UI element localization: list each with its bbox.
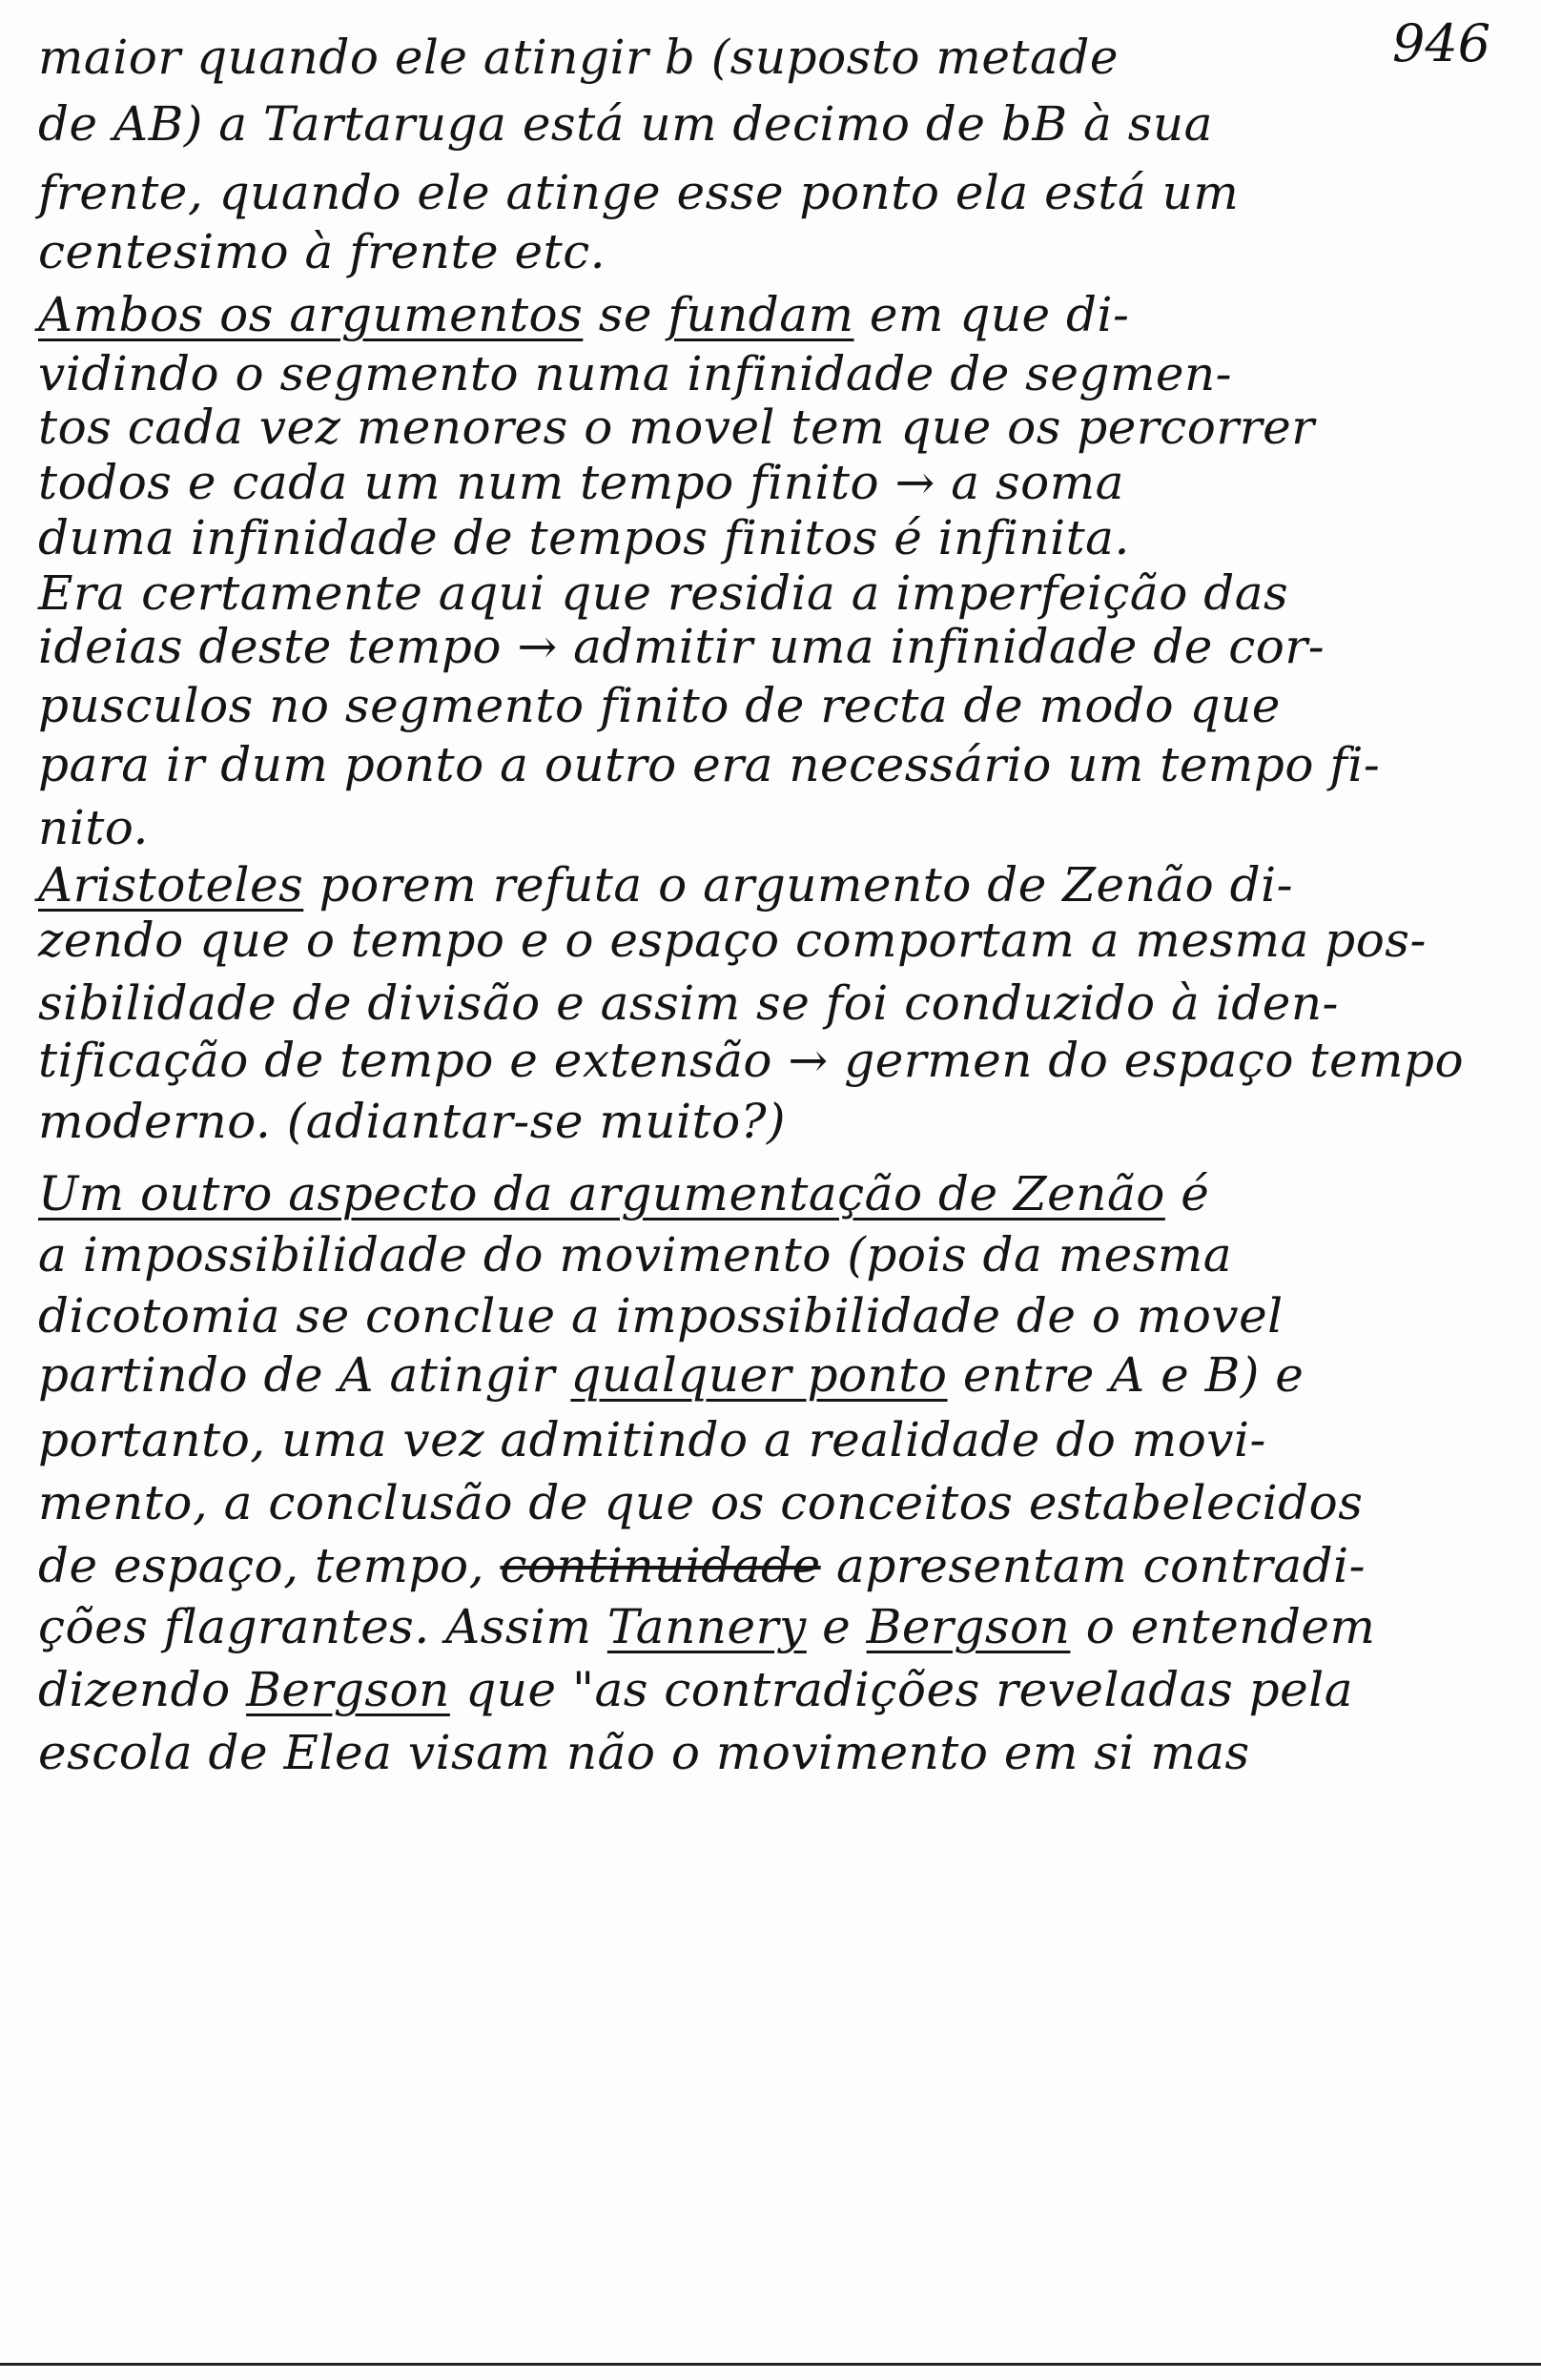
line-text: todos e cada um num tempo finito → a soma	[38, 455, 1124, 510]
line-text: porem refuta o argumento de Zenão di-	[303, 857, 1294, 913]
underlined-text: Ambos os argumentos	[38, 287, 584, 342]
manuscript-line	[38, 1287, 1526, 1344]
line-text: mento, a conclusão de que os conceitos estabelecidos	[38, 1475, 1364, 1530]
struck-text: continuidade	[500, 1538, 821, 1593]
manuscript-line	[38, 856, 1526, 913]
manuscript-line	[38, 618, 1526, 675]
line-text: ções flagrantes. Assim	[38, 1599, 607, 1654]
underlined-text: Bergson	[246, 1662, 450, 1717]
line-text: portanto, uma vez admitindo a realidade do movi-	[38, 1412, 1266, 1467]
line-text: se	[583, 287, 668, 342]
manuscript-line	[38, 799, 1526, 856]
line-text: de espaço, tempo,	[38, 1538, 501, 1593]
manuscript-line	[38, 29, 1526, 86]
line-text: para ir dum ponto a outro era necessário um tempo fi-	[38, 737, 1381, 792]
line-text: o entendem	[1070, 1599, 1376, 1654]
line-text: zendo que o tempo e o espaço comportam a mesma pos-	[38, 913, 1427, 968]
line-text: escola de Elea visam não o movimento em si mas	[38, 1725, 1250, 1780]
page-number: 946	[1392, 13, 1491, 73]
line-text: nito.	[38, 800, 149, 855]
manuscript-line	[38, 454, 1526, 511]
underlined-text: Bergson	[866, 1599, 1071, 1654]
manuscript-line	[38, 1474, 1526, 1531]
line-text: centesimo à frente etc.	[38, 224, 606, 279]
line-text: maior quando ele atingir b (suposto metade	[38, 30, 1119, 85]
line-text: e	[806, 1599, 867, 1654]
manuscript-line	[38, 677, 1526, 734]
underlined-text: Aristoteles	[38, 857, 304, 913]
manuscript-line	[38, 1411, 1526, 1468]
manuscript-line	[38, 1598, 1526, 1655]
line-text: entre A e B) e	[947, 1347, 1305, 1403]
manuscript-line	[38, 345, 1526, 402]
underlined-text: Um outro aspecto da argumentação de Zenão	[38, 1166, 1165, 1221]
manuscript-line	[38, 1724, 1526, 1781]
line-text: a impossibilidade do movimento (pois da mesma	[38, 1227, 1233, 1282]
line-text: é	[1164, 1166, 1210, 1221]
underlined-text: qualquer ponto	[570, 1347, 948, 1403]
manuscript-line	[38, 399, 1526, 456]
manuscript-line	[38, 1226, 1526, 1283]
line-text: tos cada vez menores o movel tem que os percorrer	[38, 400, 1315, 455]
manuscript-line	[38, 286, 1526, 343]
line-text: tificação de tempo e extensão → germen do espaço tempo	[38, 1033, 1465, 1088]
line-text: dizendo	[38, 1662, 247, 1717]
line-text: vidindo o segmento numa infinidade de segmen-	[38, 346, 1233, 401]
line-text: que "as contradições reveladas pela	[449, 1662, 1354, 1717]
manuscript-line	[38, 1661, 1526, 1718]
manuscript-line	[38, 1537, 1526, 1594]
manuscript-line	[38, 1032, 1526, 1089]
manuscript-line	[38, 1093, 1526, 1150]
line-text: partindo de A atingir	[38, 1347, 571, 1403]
manuscript-line	[38, 509, 1526, 566]
line-text: apresentam contradi-	[820, 1538, 1366, 1593]
line-text: Era certamente aqui que residia a imperfeição das	[38, 565, 1289, 621]
manuscript-line	[38, 95, 1526, 153]
manuscript-line	[38, 223, 1526, 280]
line-text: de AB) a Tartaruga está um decimo de bB à sua	[38, 96, 1213, 152]
line-text: moderno. (adiantar-se muito?)	[38, 1094, 787, 1149]
manuscript-line	[38, 912, 1526, 969]
line-text: ideias deste tempo → admitir uma infinidade de cor-	[38, 619, 1325, 674]
line-text: duma infinidade de tempos finitos é infinita.	[38, 510, 1130, 565]
line-text: frente, quando ele atinge esse ponto ela está um	[38, 165, 1240, 220]
line-text: sibilidade de divisão e assim se foi conduzido à iden-	[38, 975, 1339, 1031]
page-bottom-edge	[0, 2363, 1541, 2366]
line-text: dicotomia se conclue a impossibilidade de o movel	[38, 1288, 1284, 1344]
line-text: em que di-	[853, 287, 1130, 342]
manuscript-line	[38, 164, 1526, 221]
manuscript-line	[38, 564, 1526, 622]
underlined-text: Tannery	[606, 1599, 807, 1654]
manuscript-line	[38, 1165, 1526, 1222]
manuscript-line	[38, 1346, 1526, 1404]
manuscript-line	[38, 736, 1526, 793]
underlined-text: fundam	[668, 287, 854, 342]
line-text: pusculos no segmento finito de recta de modo que	[38, 678, 1281, 733]
manuscript-line	[38, 975, 1526, 1032]
